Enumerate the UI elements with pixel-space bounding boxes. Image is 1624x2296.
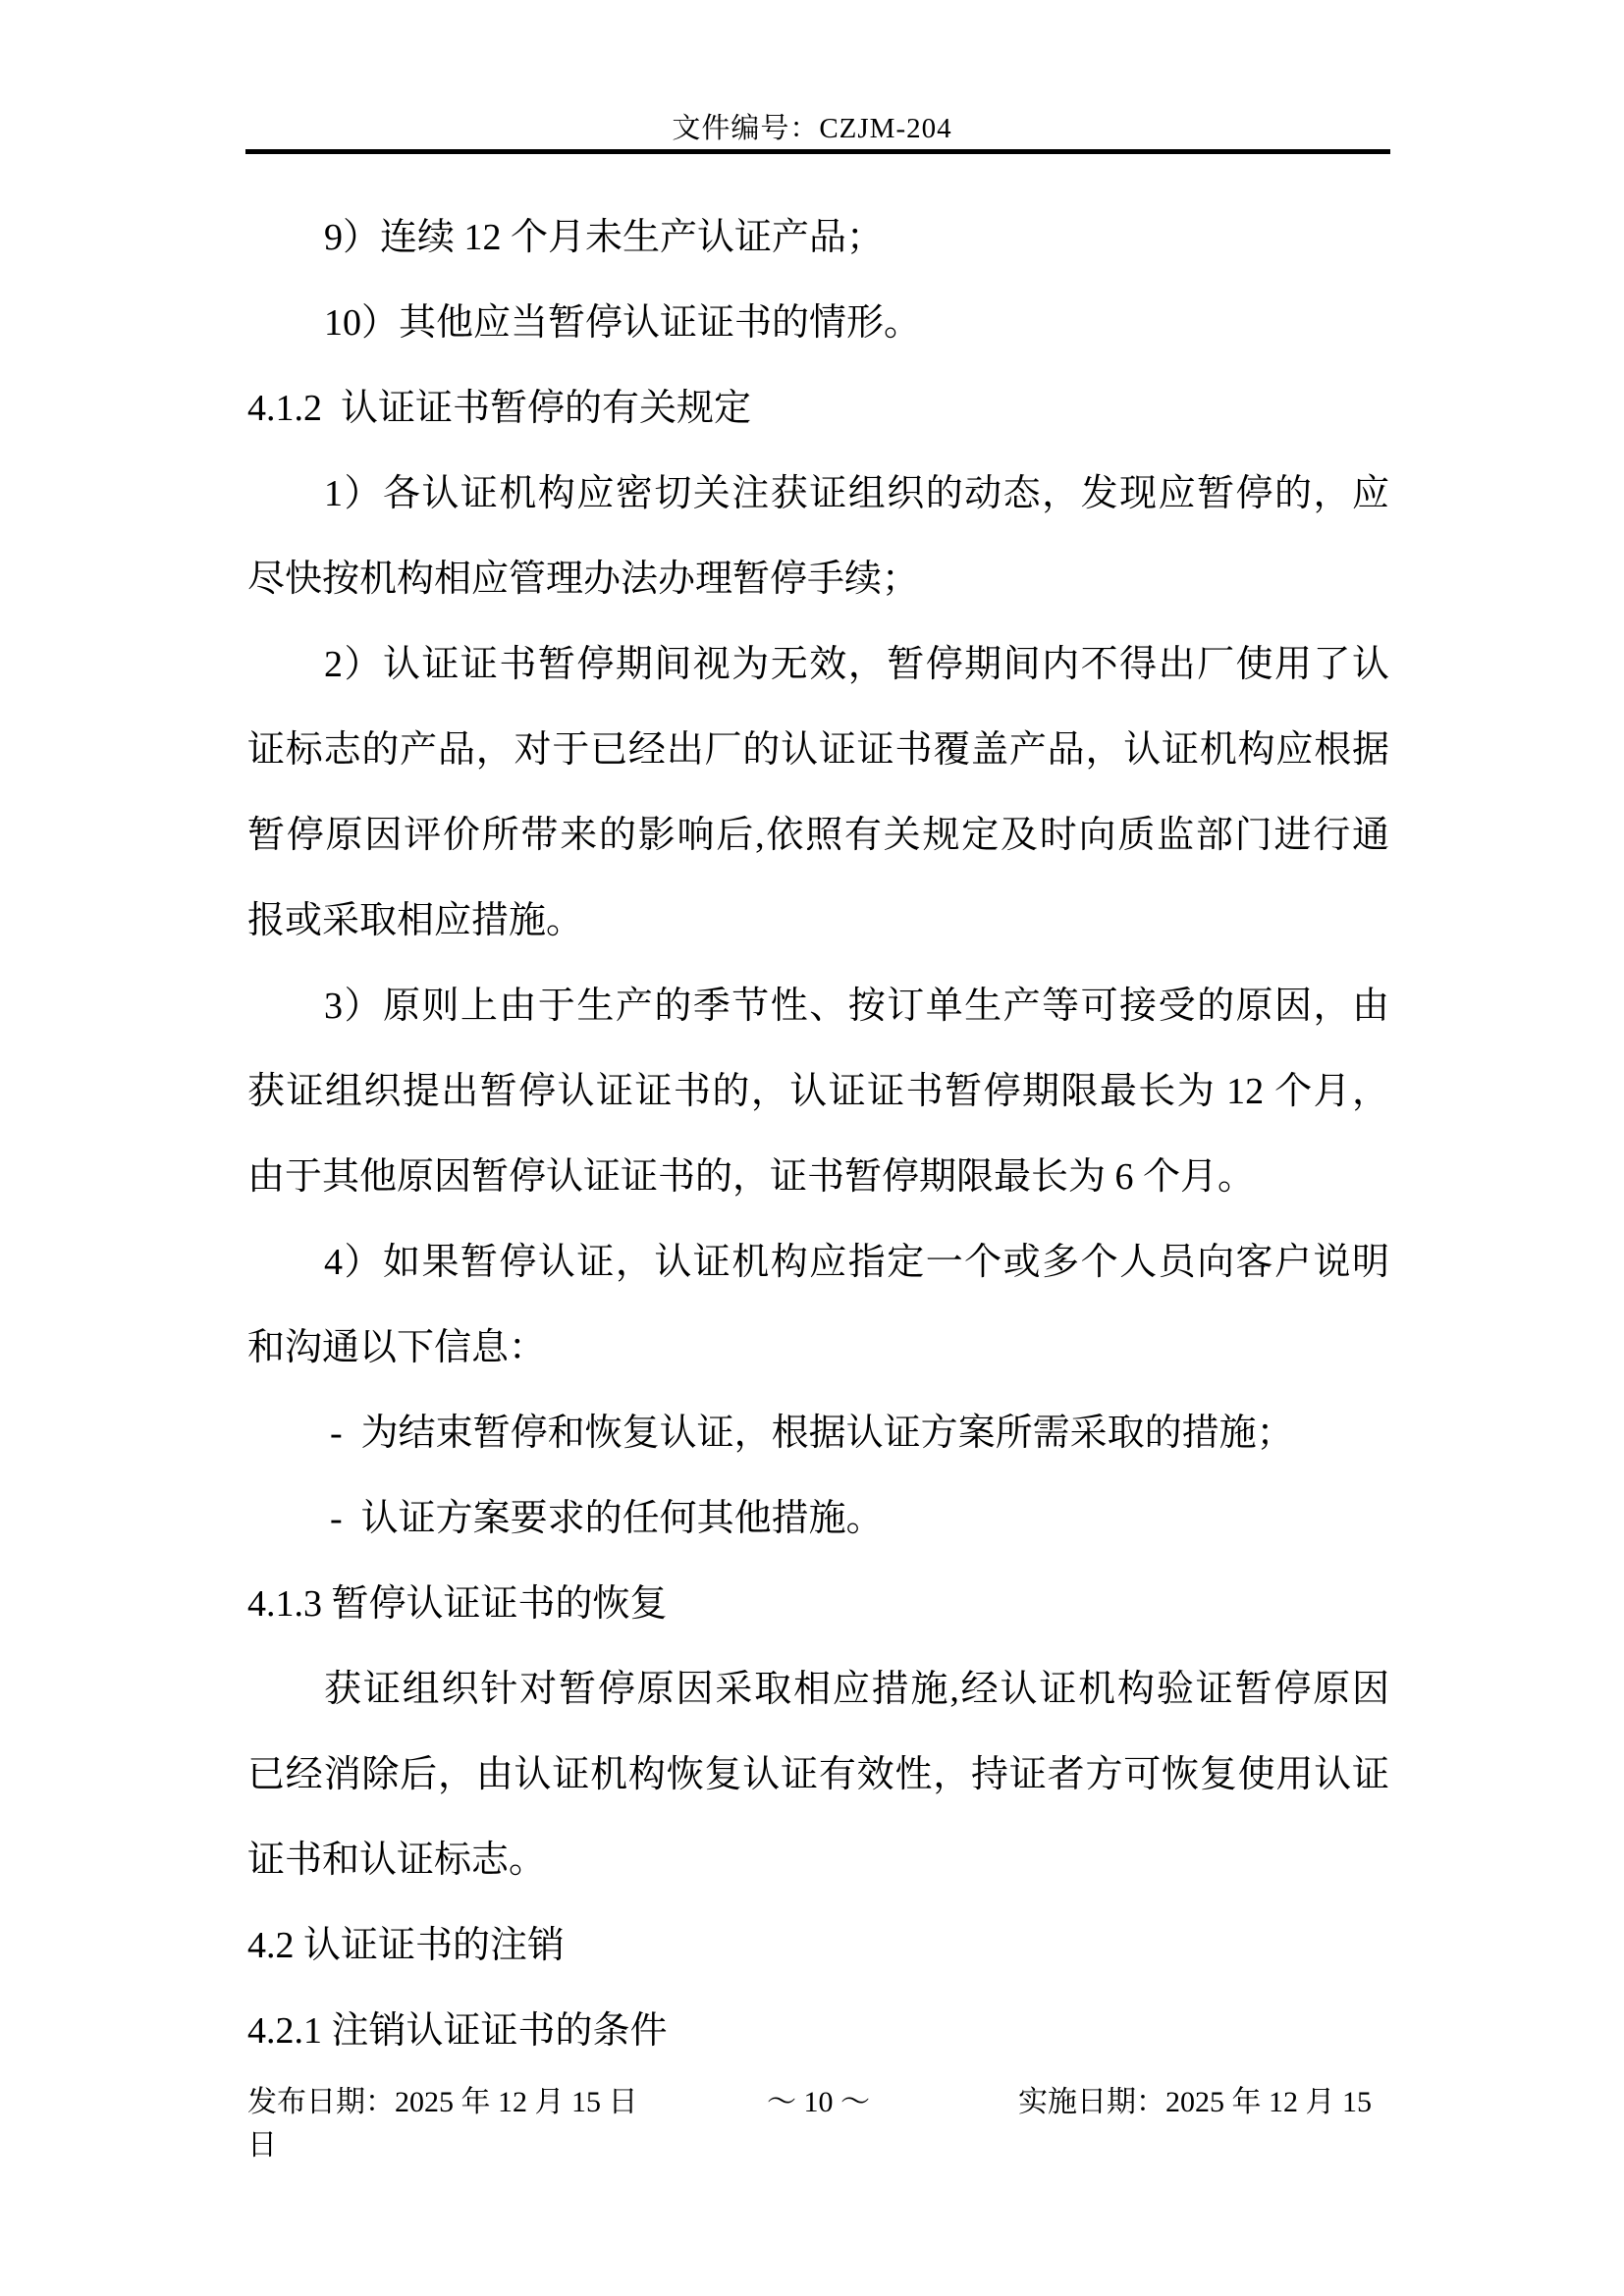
- header-rule: [245, 149, 1390, 154]
- body-line: 4.2.1 注销认证证书的条件: [247, 2010, 668, 2052]
- body-line: 4.2 认证证书的注销: [247, 1925, 566, 1966]
- body-line: 由于其他原因暂停认证证书的，证书暂停期限最长为 6 个月。: [247, 1156, 1256, 1198]
- body-line: 报或采取相应措施。: [247, 900, 584, 941]
- body-line: 2）认证证书暂停期间视为无效，暂停期间内不得出厂使用了认: [324, 644, 1389, 685]
- body-line: 3）原则上由于生产的季节性、按订单生产等可接受的原因，由: [324, 986, 1389, 1027]
- body-line: 证标志的产品，对于已经出厂的认证证书覆盖产品，认证机构应根据: [247, 729, 1389, 771]
- body-line: 证书和认证标志。: [247, 1840, 547, 1881]
- body-line: 暂停原因评价所带来的影响后,依照有关规定及时向质监部门进行通: [247, 815, 1389, 856]
- body-line: 获证组织提出暂停认证证书的，认证证书暂停期限最长为 12 个月，: [247, 1071, 1389, 1112]
- body-line: 4.1.3 暂停认证证书的恢复: [247, 1583, 668, 1625]
- document-body: [247, 195, 1389, 2074]
- body-line: 9）连续 12 个月未生产认证产品；: [324, 217, 885, 258]
- body-line: 尽快按机构相应管理办法办理暂停手续；: [247, 559, 920, 600]
- footer-row: [247, 2081, 1389, 2124]
- footer-wrapped-line: 日: [247, 2129, 277, 2162]
- page-footer: [247, 2081, 1389, 2167]
- release-date: 发布日期：2025 年 12 月 15 日: [247, 2086, 638, 2118]
- doc-number: 文件编号：CZJM-204: [672, 113, 952, 144]
- page-number: ～ 10 ～: [767, 2086, 870, 2118]
- body-line: 4.1.2 认证证书暂停的有关规定: [247, 388, 752, 429]
- body-line: - 认证方案要求的任何其他措施。: [330, 1498, 884, 1539]
- body-line: 4）如果暂停认证，认证机构应指定一个或多个人员向客户说明: [324, 1242, 1389, 1283]
- body-line: 1）各认证机构应密切关注获证组织的动态，发现应暂停的，应: [324, 473, 1389, 514]
- implement-date: 实施日期：2025 年 12 月 15: [1018, 2086, 1372, 2118]
- body-line: 已经消除后，由认证机构恢复认证有效性，持证者方可恢复使用认证: [247, 1754, 1389, 1795]
- body-line: 10）其他应当暂停认证证书的情形。: [324, 302, 922, 344]
- page-header: [0, 111, 1624, 146]
- body-line: 获证组织针对暂停原因采取相应措施,经认证机构验证暂停原因: [324, 1669, 1389, 1710]
- body-line: 和沟通以下信息：: [247, 1327, 547, 1368]
- body-line: - 为结束暂停和恢复认证，根据认证方案所需采取的措施；: [330, 1413, 1294, 1454]
